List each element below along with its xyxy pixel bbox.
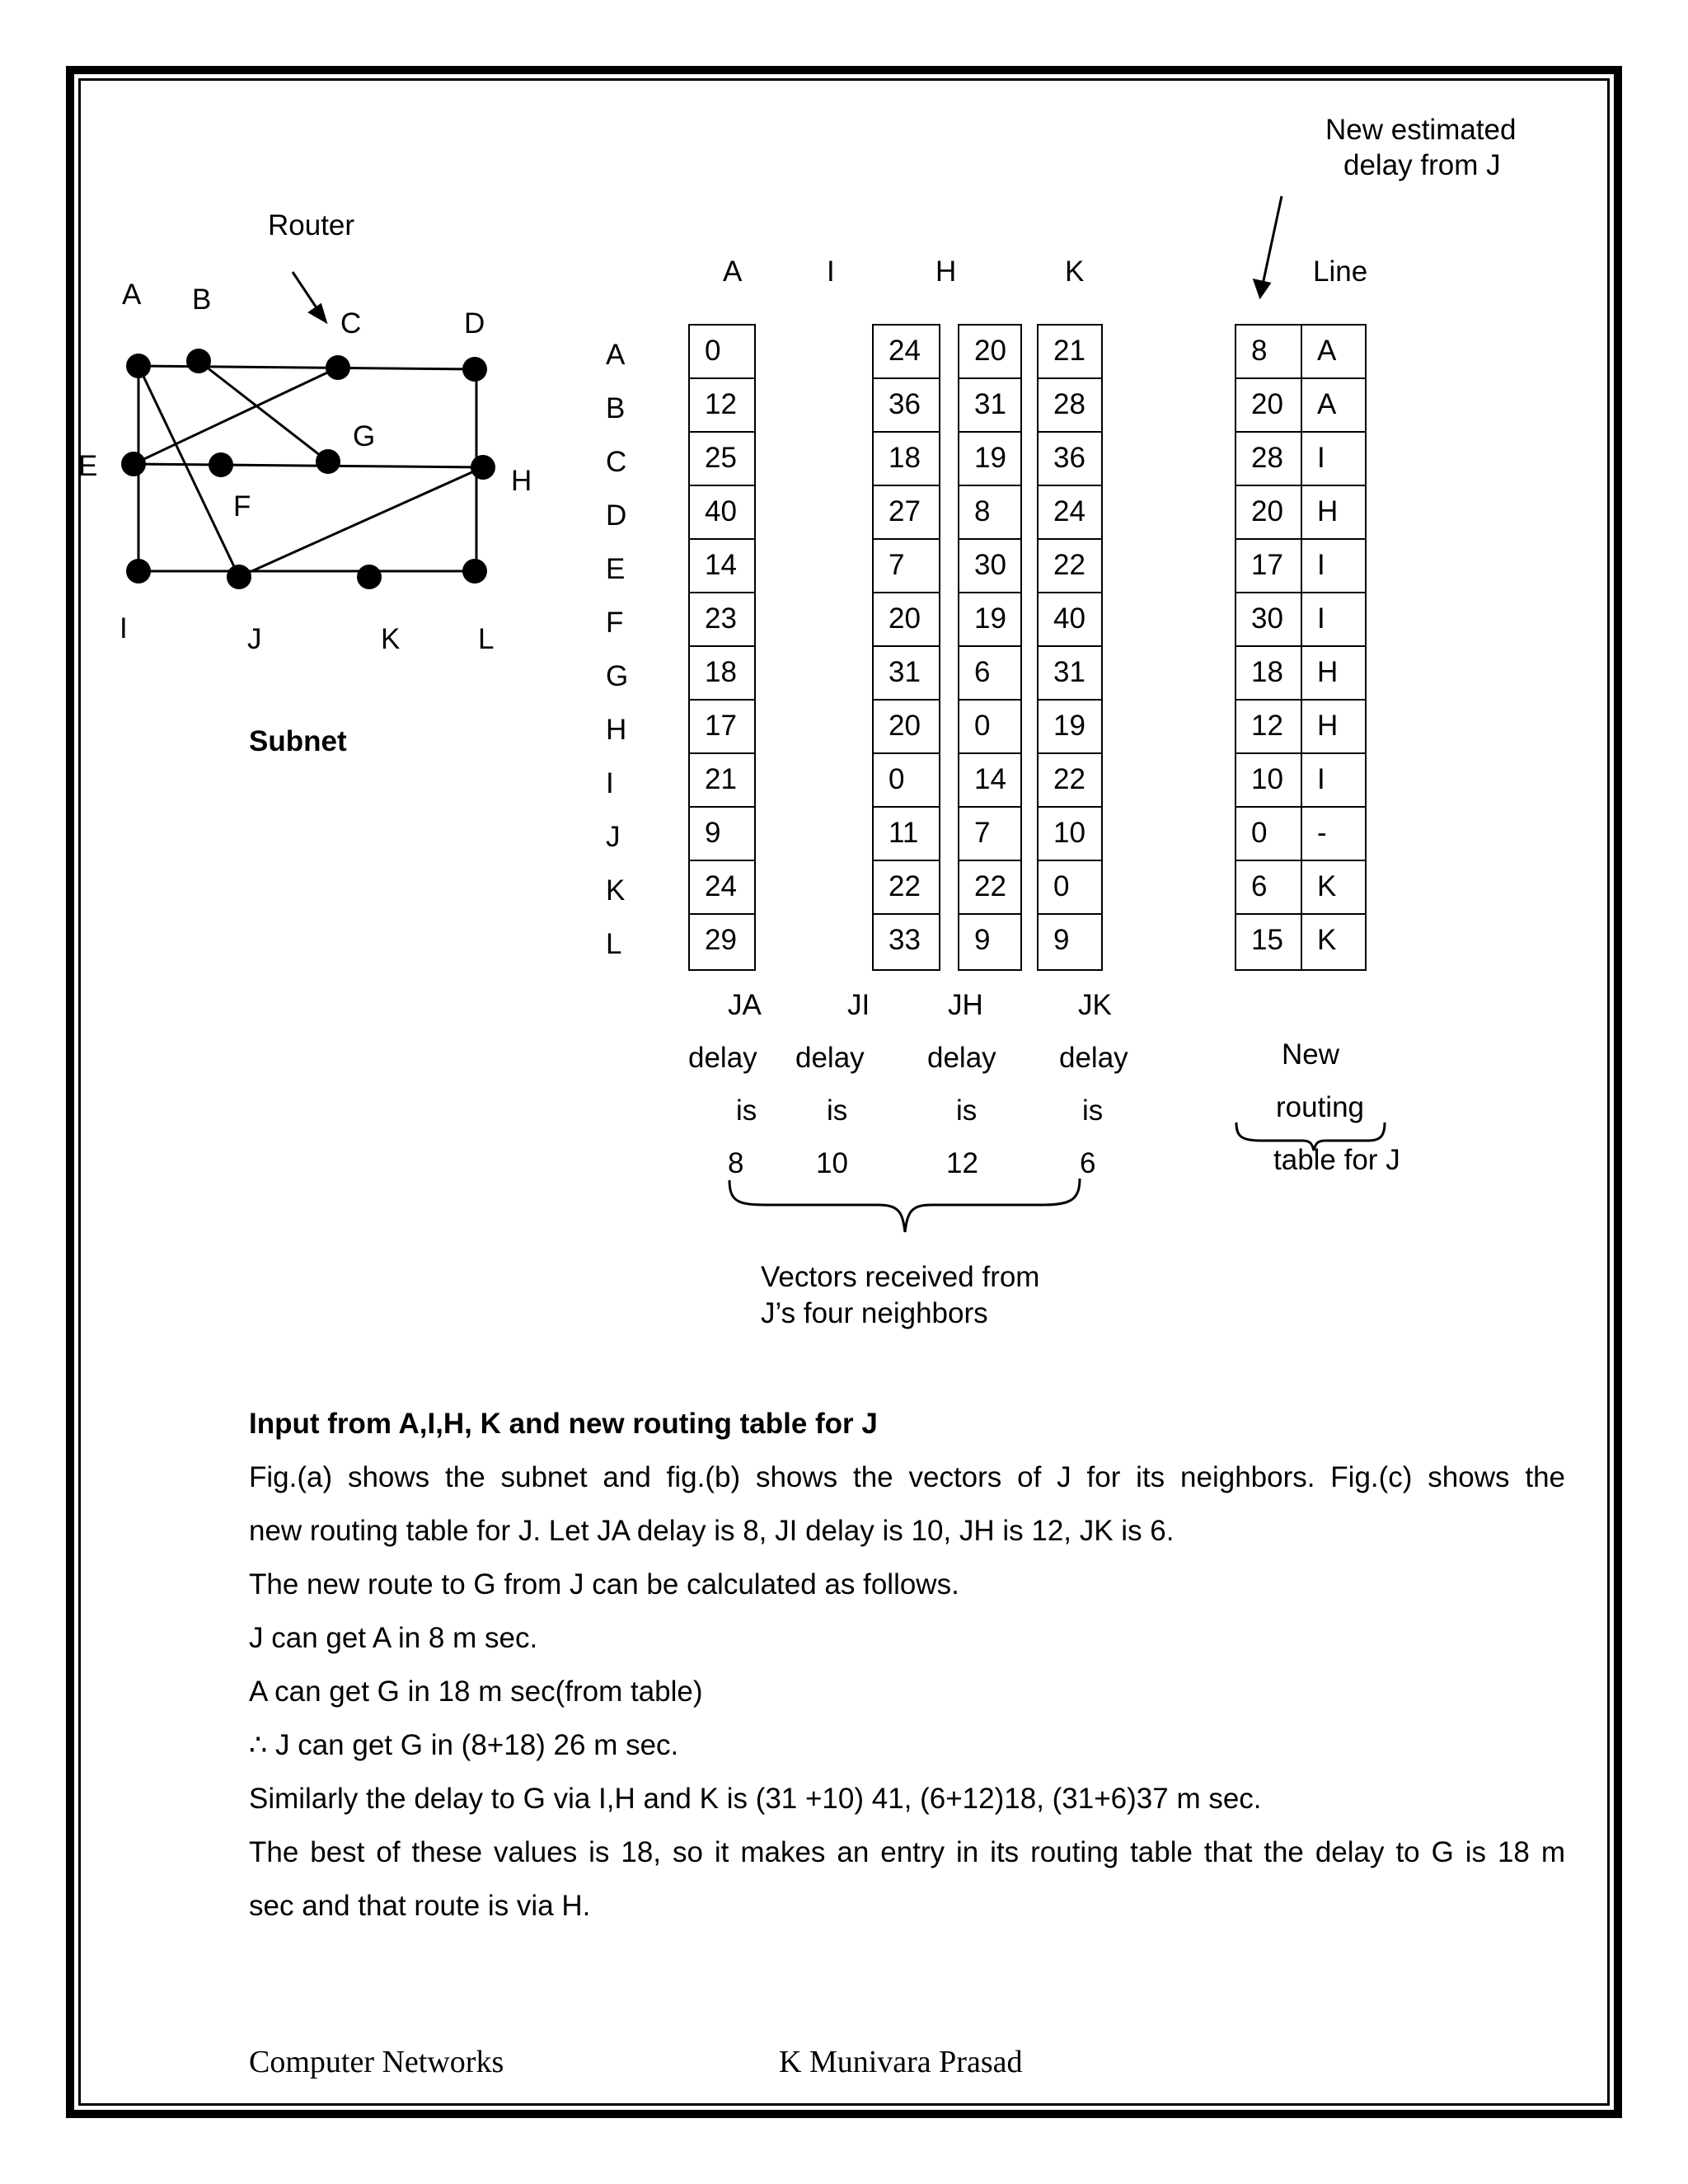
vector-A-cell: 14 <box>690 540 754 593</box>
vector-A-cell: 40 <box>690 486 754 540</box>
router-arrow-head <box>310 305 326 321</box>
vector-H-cell: 20 <box>959 326 1020 379</box>
new-routing-caption-3: table for J <box>1273 1144 1400 1176</box>
routing-delay-cell: 8 <box>1236 326 1301 379</box>
paragraph-line-9: sec and that route is via H. <box>249 1890 591 1922</box>
col-header-H: H <box>935 255 957 288</box>
routing-line-cell: I <box>1302 433 1365 486</box>
vector-H-cell: 7 <box>959 808 1020 861</box>
vectors-caption-2: J’s four neighbors <box>761 1297 988 1329</box>
vector-I-cell: 11 <box>874 808 939 861</box>
delay-caption-JI-w1: delay <box>795 1042 865 1074</box>
vector-K-cell: 0 <box>1039 861 1101 915</box>
node-H <box>471 455 495 480</box>
row-label-B: B <box>606 392 626 424</box>
vector-K-cell: 24 <box>1039 486 1101 540</box>
router-label: Router <box>268 209 355 241</box>
vector-K-cell: 21 <box>1039 326 1101 379</box>
new-delay-arrow <box>1263 196 1282 284</box>
vector-I-cell: 31 <box>874 647 939 701</box>
node-label-E: E <box>78 450 98 482</box>
edge-E-C <box>134 368 338 464</box>
vector-H-cell: 19 <box>959 433 1020 486</box>
node-label-K: K <box>381 623 401 655</box>
vector-column-K <box>1037 324 1103 971</box>
col-header-A: A <box>723 255 743 288</box>
routing-delay-cell: 20 <box>1236 486 1301 540</box>
vector-H-cell: 31 <box>959 379 1020 433</box>
routing-line-cell: A <box>1302 326 1365 379</box>
routing-line-cell: K <box>1317 924 1337 956</box>
node-label-C: C <box>340 307 362 340</box>
node-label-D: D <box>464 307 485 340</box>
vectors-caption-1: Vectors received from <box>761 1261 1040 1293</box>
node-label-F: F <box>233 490 251 523</box>
delay-caption-JI-name: JI <box>847 989 870 1021</box>
new-delay-annotation-line2: delay from J <box>1343 149 1501 181</box>
footer-right: K Munivara Prasad <box>779 2045 1023 2079</box>
paragraph-line-6: ∴ J can get G in (8+18) 26 m sec. <box>249 1729 679 1761</box>
edge-J-H <box>239 467 483 577</box>
vector-I-cell: 24 <box>874 326 939 379</box>
new-delay-annotation-line1: New estimated <box>1325 114 1517 146</box>
node-A <box>126 354 151 378</box>
vector-H-cell: 8 <box>959 486 1020 540</box>
node-I <box>126 559 151 583</box>
row-label-D: D <box>606 499 627 532</box>
footer-left: Computer Networks <box>249 2045 504 2079</box>
vector-I-cell: 18 <box>874 433 939 486</box>
vector-K-cell: 31 <box>1039 647 1101 701</box>
paragraph-line-1: Fig.(a) shows the subnet and fig.(b) shows the vectors of J for its neighbors. Fig.(c) shows the <box>249 1461 1565 1493</box>
delay-caption-JK-w1: delay <box>1059 1042 1128 1074</box>
vector-K-cell: 22 <box>1039 540 1101 593</box>
vector-H-cell: 19 <box>959 593 1020 647</box>
paragraph-line-4: J can get A in 8 m sec. <box>249 1622 538 1654</box>
vector-H-cell: 30 <box>959 540 1020 593</box>
node-label-J: J <box>247 623 262 655</box>
routing-delay-cell: 10 <box>1236 754 1301 808</box>
node-J <box>227 565 251 589</box>
row-label-L: L <box>606 928 622 960</box>
row-label-I: I <box>606 767 614 799</box>
delay-caption-JH-name: JH <box>948 989 983 1021</box>
routing-delay-cell: 28 <box>1236 433 1301 486</box>
node-label-I: I <box>120 612 128 644</box>
routing-delay-cell: 30 <box>1236 593 1301 647</box>
delay-caption-JH-w1: delay <box>927 1042 996 1074</box>
routing-delay-cell: 20 <box>1236 379 1301 433</box>
vector-A-cell: 17 <box>690 701 754 754</box>
section-heading: Input from A,I,H, K and new routing table for J <box>249 1408 878 1440</box>
vector-I-cell: 0 <box>874 754 939 808</box>
node-C <box>326 355 350 380</box>
delay-caption-JK-name: JK <box>1078 989 1112 1021</box>
vector-column-A <box>688 324 756 971</box>
vector-H-cell: 14 <box>959 754 1020 808</box>
vector-A-cell: 9 <box>690 808 754 861</box>
delay-caption-JH-val: 12 <box>946 1147 978 1179</box>
routing-line-cell: - <box>1302 808 1365 861</box>
delay-caption-JI-w2: is <box>827 1094 848 1127</box>
vector-K-cell: 28 <box>1039 379 1101 433</box>
vector-A-cell: 24 <box>690 861 754 915</box>
routing-delay-cell: 0 <box>1236 808 1301 861</box>
col-header-I: I <box>827 255 835 288</box>
routing-line-cell: I <box>1302 540 1365 593</box>
row-label-K: K <box>606 874 626 907</box>
vector-K-cell: 22 <box>1039 754 1101 808</box>
delay-caption-JK-w2: is <box>1082 1094 1104 1127</box>
row-label-J: J <box>606 821 621 853</box>
node-label-A: A <box>122 279 142 311</box>
new-delay-arrow-head <box>1254 280 1269 297</box>
node-label-L: L <box>478 623 495 655</box>
paragraph-line-7: Similarly the delay to G via I,H and K is (31 +10) 41, (6+12)18, (31+6)37 m sec. <box>249 1783 1262 1815</box>
node-K <box>357 565 382 589</box>
vector-I-cell: 36 <box>874 379 939 433</box>
vector-A-cell: 25 <box>690 433 754 486</box>
vector-H-cell: 22 <box>959 861 1020 915</box>
edge-B-G <box>199 361 328 462</box>
node-label-B: B <box>192 284 212 316</box>
col-header-line: Line <box>1313 255 1368 288</box>
body-text <box>249 1397 1568 1933</box>
delay-caption-JK-val: 6 <box>1080 1147 1096 1179</box>
paragraph-line-5: A can get G in 18 m sec(from table) <box>249 1675 703 1708</box>
row-label-F: F <box>606 607 624 639</box>
routing-line-cell: K <box>1302 861 1365 915</box>
vector-H-cell: 6 <box>959 647 1020 701</box>
routing-line-cell: A <box>1302 379 1365 433</box>
delay-caption-JA-w1: delay <box>688 1042 757 1074</box>
new-routing-caption-1: New <box>1282 1038 1340 1071</box>
vector-A-cell: 21 <box>690 754 754 808</box>
node-B <box>186 349 211 373</box>
vector-H-cell: 9 <box>974 924 991 956</box>
new-routing-caption-2: routing <box>1276 1091 1365 1123</box>
row-label-H: H <box>606 714 627 746</box>
row-label-A: A <box>606 339 626 371</box>
subnet-label: Subnet <box>249 725 347 757</box>
routing-delay-cell: 17 <box>1236 540 1301 593</box>
delay-caption-JA-w2: is <box>736 1094 757 1127</box>
node-label-H: H <box>511 465 532 497</box>
vector-I-cell: 33 <box>889 924 921 956</box>
vector-I-cell: 7 <box>874 540 939 593</box>
vector-I-cell: 27 <box>874 486 939 540</box>
vector-I-cell: 20 <box>874 593 939 647</box>
vector-K-cell: 36 <box>1039 433 1101 486</box>
delay-caption-JH-w2: is <box>956 1094 978 1127</box>
paragraph-line-3: The new route to G from J can be calculated as follows. <box>249 1568 959 1601</box>
routing-delay-cell: 18 <box>1236 647 1301 701</box>
node-E <box>121 452 146 476</box>
delay-caption-JI-val: 10 <box>816 1147 848 1179</box>
node-label-G: G <box>353 420 376 452</box>
vector-K-cell: 9 <box>1053 924 1070 956</box>
paragraph-line-2: new routing table for J. Let JA delay is 8, JI delay is 10, JH is 12, JK is 6. <box>249 1515 1175 1547</box>
delay-caption-JA-name: JA <box>728 989 762 1021</box>
router-arrow <box>293 272 317 309</box>
vector-K-cell: 10 <box>1039 808 1101 861</box>
routing-line-cell: H <box>1302 486 1365 540</box>
new-routing-table <box>1235 324 1367 971</box>
row-label-C: C <box>606 446 627 478</box>
row-label-G: G <box>606 660 629 692</box>
vector-A-cell: 12 <box>690 379 754 433</box>
vector-A-cell: 29 <box>705 924 737 956</box>
node-L <box>462 559 487 583</box>
routing-line-cell: H <box>1302 701 1365 754</box>
node-D <box>462 357 487 382</box>
vector-A-cell: 0 <box>690 326 754 379</box>
routing-line-cell: I <box>1302 593 1365 647</box>
vector-column-I <box>872 324 940 971</box>
node-G <box>316 449 340 474</box>
vector-K-cell: 19 <box>1039 701 1101 754</box>
vector-K-cell: 40 <box>1039 593 1101 647</box>
vectors-brace <box>729 1179 1080 1232</box>
routing-delay-cell: 12 <box>1236 701 1301 754</box>
row-label-E: E <box>606 553 626 585</box>
vector-H-cell: 0 <box>959 701 1020 754</box>
vector-A-cell: 18 <box>690 647 754 701</box>
col-header-K: K <box>1065 255 1085 288</box>
vector-I-cell: 22 <box>874 861 939 915</box>
paragraph-line-8: The best of these values is 18, so it makes an entry in its routing table that the delay to G is 18 m <box>249 1836 1565 1868</box>
vector-A-cell: 23 <box>690 593 754 647</box>
vector-column-H <box>958 324 1022 971</box>
routing-delay-cell: 15 <box>1251 924 1283 956</box>
routing-line-cell: H <box>1302 647 1365 701</box>
routing-delay-cell: 6 <box>1236 861 1301 915</box>
delay-caption-JA-val: 8 <box>728 1147 744 1179</box>
node-F <box>209 452 233 477</box>
routing-line-cell: I <box>1302 754 1365 808</box>
vector-I-cell: 20 <box>874 701 939 754</box>
